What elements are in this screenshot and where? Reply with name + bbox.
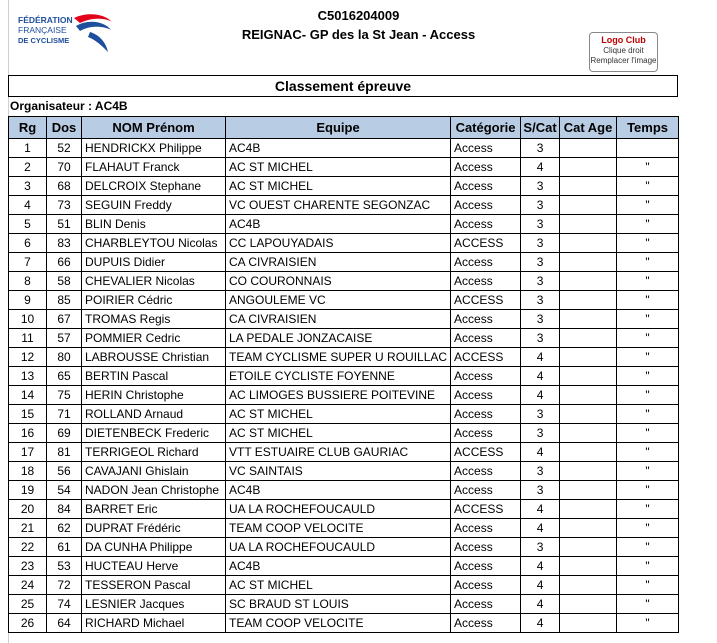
cell-catage[interactable] <box>560 348 617 367</box>
cell-rg[interactable]: 6 <box>9 234 47 253</box>
cell-scat[interactable]: 3 <box>521 215 560 234</box>
cell-nom[interactable]: FLAHAUT Franck <box>82 158 226 177</box>
cell-dos[interactable]: 71 <box>47 405 82 424</box>
cell-rg[interactable]: 22 <box>9 538 47 557</box>
cell-rg[interactable]: 19 <box>9 481 47 500</box>
table-row <box>9 405 679 424</box>
cell-catage[interactable] <box>560 253 617 272</box>
table-row <box>9 310 679 329</box>
cell-nom[interactable]: TESSERON Pascal <box>82 576 226 595</box>
col-header-temps: Temps <box>617 117 679 139</box>
table-row <box>9 424 679 443</box>
table-row <box>9 500 679 519</box>
cell-rg[interactable]: 17 <box>9 443 47 462</box>
col-header-equipe: Equipe <box>226 117 451 139</box>
cell-scat[interactable]: 4 <box>521 386 560 405</box>
col-header-rg: Rg <box>9 117 47 139</box>
cell-nom[interactable]: DUPUIS Didier <box>82 253 226 272</box>
cell-rg[interactable]: 5 <box>9 215 47 234</box>
cell-dos[interactable]: 67 <box>47 310 82 329</box>
cell-categorie[interactable]: Access <box>451 215 521 234</box>
cell-catage[interactable] <box>560 614 617 633</box>
table-row <box>9 443 679 462</box>
cell-rg[interactable]: 7 <box>9 253 47 272</box>
cell-temps[interactable]: " <box>617 500 679 519</box>
cell-rg[interactable]: 3 <box>9 177 47 196</box>
table-row <box>9 215 679 234</box>
col-header-catage: Cat Age <box>560 117 617 139</box>
cell-dos[interactable]: 74 <box>47 595 82 614</box>
cell-equipe[interactable]: UA LA ROCHEFOUCAULD <box>226 538 451 557</box>
cell-temps[interactable]: " <box>617 348 679 367</box>
table-header-row <box>9 117 679 139</box>
table-row <box>9 196 679 215</box>
logo-club-title: Logo Club <box>601 35 646 45</box>
cell-catage[interactable] <box>560 462 617 481</box>
cell-temps[interactable]: " <box>617 462 679 481</box>
table-row <box>9 538 679 557</box>
cell-scat[interactable]: 4 <box>521 367 560 386</box>
cell-rg[interactable]: 14 <box>9 386 47 405</box>
cell-nom[interactable]: HUCTEAU Herve <box>82 557 226 576</box>
cell-equipe[interactable]: CA CIVRAISIEN <box>226 310 451 329</box>
cell-nom[interactable]: HENDRICKX Philippe <box>82 139 226 158</box>
cell-catage[interactable] <box>560 272 617 291</box>
cell-nom[interactable]: LABROUSSE Christian <box>82 348 226 367</box>
cell-catage[interactable] <box>560 310 617 329</box>
cell-dos[interactable]: 72 <box>47 576 82 595</box>
cell-dos[interactable]: 68 <box>47 177 82 196</box>
cell-equipe[interactable]: LA PEDALE JONZACAISE <box>226 329 451 348</box>
table-row <box>9 253 679 272</box>
cell-catage[interactable] <box>560 424 617 443</box>
cell-scat[interactable]: 3 <box>521 139 560 158</box>
cell-nom[interactable]: RICHARD Michael <box>82 614 226 633</box>
cell-temps[interactable]: " <box>617 557 679 576</box>
table-row <box>9 177 679 196</box>
cell-dos[interactable]: 85 <box>47 291 82 310</box>
table-row <box>9 576 679 595</box>
cell-nom[interactable]: SEGUIN Freddy <box>82 196 226 215</box>
cell-rg[interactable]: 13 <box>9 367 47 386</box>
cell-equipe[interactable]: VC SAINTAIS <box>226 462 451 481</box>
cell-dos[interactable]: 73 <box>47 196 82 215</box>
cell-rg[interactable]: 21 <box>9 519 47 538</box>
cell-categorie[interactable]: Access <box>451 462 521 481</box>
cell-scat[interactable]: 3 <box>521 177 560 196</box>
cell-scat[interactable]: 3 <box>521 291 560 310</box>
race-title: REIGNAC- GP des la St Jean - Access <box>241 27 476 42</box>
table-row <box>9 158 679 177</box>
cell-temps[interactable]: " <box>617 177 679 196</box>
cell-scat[interactable]: 3 <box>521 538 560 557</box>
cell-temps[interactable]: " <box>617 424 679 443</box>
cell-nom[interactable]: LESNIER Jacques <box>82 595 226 614</box>
cell-temps[interactable]: " <box>617 367 679 386</box>
cell-equipe[interactable]: VC OUEST CHARENTE SEGONZAC <box>226 196 451 215</box>
cell-categorie[interactable]: Access <box>451 614 521 633</box>
cell-rg[interactable]: 2 <box>9 158 47 177</box>
cell-categorie[interactable]: Access <box>451 405 521 424</box>
cell-dos[interactable]: 58 <box>47 272 82 291</box>
cell-nom[interactable]: DELCROIX Stephane <box>82 177 226 196</box>
cell-equipe[interactable]: AC ST MICHEL <box>226 177 451 196</box>
cell-equipe[interactable]: AC LIMOGES BUSSIERE POITEVINE <box>226 386 451 405</box>
cell-equipe[interactable]: SC BRAUD ST LOUIS <box>226 595 451 614</box>
cell-catage[interactable] <box>560 405 617 424</box>
cell-temps[interactable]: " <box>617 196 679 215</box>
cell-catage[interactable] <box>560 386 617 405</box>
cell-scat[interactable]: 3 <box>521 234 560 253</box>
cell-rg[interactable]: 12 <box>9 348 47 367</box>
cell-categorie[interactable]: Access <box>451 386 521 405</box>
cell-nom[interactable]: TROMAS Regis <box>82 310 226 329</box>
ffc-logo-line2: FRANÇAISE <box>18 25 67 35</box>
cell-nom[interactable]: POMMIER Cedric <box>82 329 226 348</box>
cell-categorie[interactable]: Access <box>451 481 521 500</box>
cell-scat[interactable]: 3 <box>521 253 560 272</box>
cell-equipe[interactable]: AC4B <box>226 215 451 234</box>
cell-rg[interactable]: 1 <box>9 139 47 158</box>
cell-dos[interactable]: 69 <box>47 424 82 443</box>
cell-equipe[interactable]: ANGOULEME VC <box>226 291 451 310</box>
race-code: C5016204009 <box>317 8 400 23</box>
cell-scat[interactable]: 4 <box>521 500 560 519</box>
organisateur: Organisateur : AC4B <box>10 99 128 113</box>
cell-scat[interactable]: 3 <box>521 424 560 443</box>
cell-temps[interactable]: " <box>617 576 679 595</box>
cell-categorie[interactable]: Access <box>451 519 521 538</box>
cell-equipe[interactable]: AC ST MICHEL <box>226 576 451 595</box>
col-header-categorie: Catégorie <box>451 117 521 139</box>
cell-catage[interactable] <box>560 595 617 614</box>
cell-catage[interactable] <box>560 196 617 215</box>
table-row <box>9 139 679 158</box>
cell-categorie[interactable]: Access <box>451 310 521 329</box>
cell-temps[interactable]: " <box>617 443 679 462</box>
cell-categorie[interactable]: Access <box>451 367 521 386</box>
cell-temps[interactable]: " <box>617 215 679 234</box>
cell-scat[interactable]: 4 <box>521 158 560 177</box>
col-header-scat: S/Cat <box>521 117 560 139</box>
cell-temps[interactable]: " <box>617 272 679 291</box>
cell-catage[interactable] <box>560 139 617 158</box>
cell-nom[interactable]: CAVAJANI Ghislain <box>82 462 226 481</box>
col-header-nom: NOM Prénom <box>82 117 226 139</box>
cell-equipe[interactable]: VTT ESTUAIRE CLUB GAURIAC <box>226 443 451 462</box>
cell-nom[interactable]: BLIN Denis <box>82 215 226 234</box>
cell-categorie[interactable]: Access <box>451 253 521 272</box>
cell-categorie[interactable]: ACCESS <box>451 443 521 462</box>
cell-dos[interactable]: 56 <box>47 462 82 481</box>
table-row <box>9 386 679 405</box>
table-row <box>9 272 679 291</box>
cell-catage[interactable] <box>560 177 617 196</box>
cell-nom[interactable]: CHARBLEYTOU Nicolas <box>82 234 226 253</box>
cell-equipe[interactable]: AC4B <box>226 557 451 576</box>
cell-categorie[interactable]: Access <box>451 158 521 177</box>
cell-categorie[interactable]: ACCESS <box>451 234 521 253</box>
cell-temps[interactable]: " <box>617 538 679 557</box>
cell-catage[interactable] <box>560 234 617 253</box>
cell-temps[interactable]: " <box>617 481 679 500</box>
cell-rg[interactable]: 8 <box>9 272 47 291</box>
table-row <box>9 234 679 253</box>
cell-temps[interactable]: " <box>617 595 679 614</box>
cell-nom[interactable]: BERTIN Pascal <box>82 367 226 386</box>
cell-categorie[interactable]: Access <box>451 272 521 291</box>
cell-equipe[interactable]: CA CIVRAISIEN <box>226 253 451 272</box>
cell-categorie[interactable]: Access <box>451 424 521 443</box>
cell-equipe[interactable]: CO COURONNAIS <box>226 272 451 291</box>
table-row <box>9 462 679 481</box>
cell-rg[interactable]: 16 <box>9 424 47 443</box>
logo-club-placeholder[interactable] <box>589 32 658 72</box>
logo-club-line2: Remplacer l'image <box>590 56 657 65</box>
cell-catage[interactable] <box>560 443 617 462</box>
cell-dos[interactable]: 83 <box>47 234 82 253</box>
cell-nom[interactable]: POIRIER Cédric <box>82 291 226 310</box>
cell-catage[interactable] <box>560 158 617 177</box>
cell-dos[interactable]: 54 <box>47 481 82 500</box>
cell-nom[interactable]: TERRIGEOL Richard <box>82 443 226 462</box>
cell-categorie[interactable]: Access <box>451 557 521 576</box>
cell-temps[interactable]: " <box>617 253 679 272</box>
cell-rg[interactable]: 26 <box>9 614 47 633</box>
cell-scat[interactable]: 3 <box>521 329 560 348</box>
cell-temps[interactable]: " <box>617 405 679 424</box>
col-header-dos: Dos <box>47 117 82 139</box>
cell-catage[interactable] <box>560 367 617 386</box>
cell-scat[interactable]: 3 <box>521 462 560 481</box>
cell-nom[interactable]: CHEVALIER Nicolas <box>82 272 226 291</box>
table-row <box>9 519 679 538</box>
cell-rg[interactable]: 23 <box>9 557 47 576</box>
cell-dos[interactable]: 84 <box>47 500 82 519</box>
ffc-logo-line3: DE CYCLISME <box>18 36 70 45</box>
cell-rg[interactable]: 11 <box>9 329 47 348</box>
cell-catage[interactable] <box>560 576 617 595</box>
results-table <box>8 116 679 633</box>
cell-categorie[interactable]: Access <box>451 177 521 196</box>
cell-catage[interactable] <box>560 519 617 538</box>
cell-equipe[interactable]: TEAM COOP VELOCITE <box>226 519 451 538</box>
classement-title: Classement épreuve <box>8 75 678 97</box>
table-row <box>9 367 679 386</box>
cell-dos[interactable]: 75 <box>47 386 82 405</box>
cell-dos[interactable]: 65 <box>47 367 82 386</box>
cell-categorie[interactable]: Access <box>451 329 521 348</box>
cell-temps[interactable] <box>617 139 679 158</box>
cell-scat[interactable]: 4 <box>521 557 560 576</box>
cell-rg[interactable]: 4 <box>9 196 47 215</box>
cell-categorie[interactable]: ACCESS <box>451 291 521 310</box>
cell-equipe[interactable]: TEAM COOP VELOCITE <box>226 614 451 633</box>
cell-rg[interactable]: 20 <box>9 500 47 519</box>
cell-catage[interactable] <box>560 215 617 234</box>
cell-equipe[interactable]: AC ST MICHEL <box>226 158 451 177</box>
table-row <box>9 595 679 614</box>
cell-scat[interactable]: 3 <box>521 405 560 424</box>
table-row <box>9 614 679 633</box>
cell-equipe[interactable]: AC ST MICHEL <box>226 424 451 443</box>
cell-rg[interactable]: 18 <box>9 462 47 481</box>
cell-equipe[interactable]: AC4B <box>226 481 451 500</box>
cell-temps[interactable]: " <box>617 329 679 348</box>
cell-dos[interactable]: 51 <box>47 215 82 234</box>
table-row <box>9 348 679 367</box>
cell-rg[interactable]: 24 <box>9 576 47 595</box>
cell-dos[interactable]: 70 <box>47 158 82 177</box>
cell-catage[interactable] <box>560 291 617 310</box>
cell-nom[interactable]: ROLLAND Arnaud <box>82 405 226 424</box>
cell-nom[interactable]: DA CUNHA Philippe <box>82 538 226 557</box>
cell-temps[interactable]: " <box>617 158 679 177</box>
cell-dos[interactable]: 57 <box>47 329 82 348</box>
cell-rg[interactable]: 15 <box>9 405 47 424</box>
cell-temps[interactable]: " <box>617 310 679 329</box>
cell-nom[interactable]: NADON Jean Christophe <box>82 481 226 500</box>
cell-catage[interactable] <box>560 500 617 519</box>
cell-scat[interactable]: 4 <box>521 519 560 538</box>
cell-rg[interactable]: 10 <box>9 310 47 329</box>
cell-temps[interactable]: " <box>617 519 679 538</box>
cell-scat[interactable]: 3 <box>521 481 560 500</box>
cell-categorie[interactable]: ACCESS <box>451 348 521 367</box>
cell-dos[interactable]: 66 <box>47 253 82 272</box>
cell-nom[interactable]: BARRET Eric <box>82 500 226 519</box>
cell-nom[interactable]: DIETENBECK Frederic <box>82 424 226 443</box>
cell-scat[interactable]: 4 <box>521 443 560 462</box>
table-row <box>9 481 679 500</box>
table-row <box>9 557 679 576</box>
cell-dos[interactable]: 62 <box>47 519 82 538</box>
cell-equipe[interactable]: AC ST MICHEL <box>226 405 451 424</box>
cell-categorie[interactable]: Access <box>451 576 521 595</box>
cell-categorie[interactable]: Access <box>451 595 521 614</box>
cell-rg[interactable]: 25 <box>9 595 47 614</box>
cell-nom[interactable]: DUPRAT Frédéric <box>82 519 226 538</box>
cell-equipe[interactable]: UA LA ROCHEFOUCAULD <box>226 500 451 519</box>
cell-temps[interactable]: " <box>617 614 679 633</box>
cell-scat[interactable]: 3 <box>521 310 560 329</box>
cell-temps[interactable]: " <box>617 234 679 253</box>
table-row <box>9 329 679 348</box>
cell-catage[interactable] <box>560 481 617 500</box>
cell-equipe[interactable]: CC LAPOUYADAIS <box>226 234 451 253</box>
cell-scat[interactable]: 3 <box>521 272 560 291</box>
cell-dos[interactable]: 52 <box>47 139 82 158</box>
cell-categorie[interactable]: Access <box>451 538 521 557</box>
cell-dos[interactable]: 81 <box>47 443 82 462</box>
cell-temps[interactable]: " <box>617 386 679 405</box>
logo-club-line1: Clique droit <box>603 46 644 55</box>
cell-equipe[interactable]: AC4B <box>226 139 451 158</box>
cell-dos[interactable]: 53 <box>47 557 82 576</box>
cell-categorie[interactable]: ACCESS <box>451 500 521 519</box>
cell-catage[interactable] <box>560 557 617 576</box>
cell-nom[interactable]: HERIN Christophe <box>82 386 226 405</box>
table-row <box>9 291 679 310</box>
cell-dos[interactable]: 61 <box>47 538 82 557</box>
cell-equipe[interactable]: ETOILE CYCLISTE FOYENNE <box>226 367 451 386</box>
ffc-logo-line1: FÉDÉRATION <box>18 15 73 25</box>
cell-rg[interactable]: 9 <box>9 291 47 310</box>
cell-temps[interactable]: " <box>617 291 679 310</box>
cell-scat[interactable]: 4 <box>521 614 560 633</box>
cell-dos[interactable]: 80 <box>47 348 82 367</box>
cell-dos[interactable]: 64 <box>47 614 82 633</box>
cell-scat[interactable]: 4 <box>521 576 560 595</box>
cell-scat[interactable]: 4 <box>521 595 560 614</box>
cell-categorie[interactable]: Access <box>451 139 521 158</box>
cell-catage[interactable] <box>560 538 617 557</box>
cell-catage[interactable] <box>560 329 617 348</box>
cell-scat[interactable]: 3 <box>521 196 560 215</box>
cell-equipe[interactable]: TEAM CYCLISME SUPER U ROUILLAC <box>226 348 451 367</box>
cell-scat[interactable]: 4 <box>521 348 560 367</box>
cell-categorie[interactable]: Access <box>451 196 521 215</box>
